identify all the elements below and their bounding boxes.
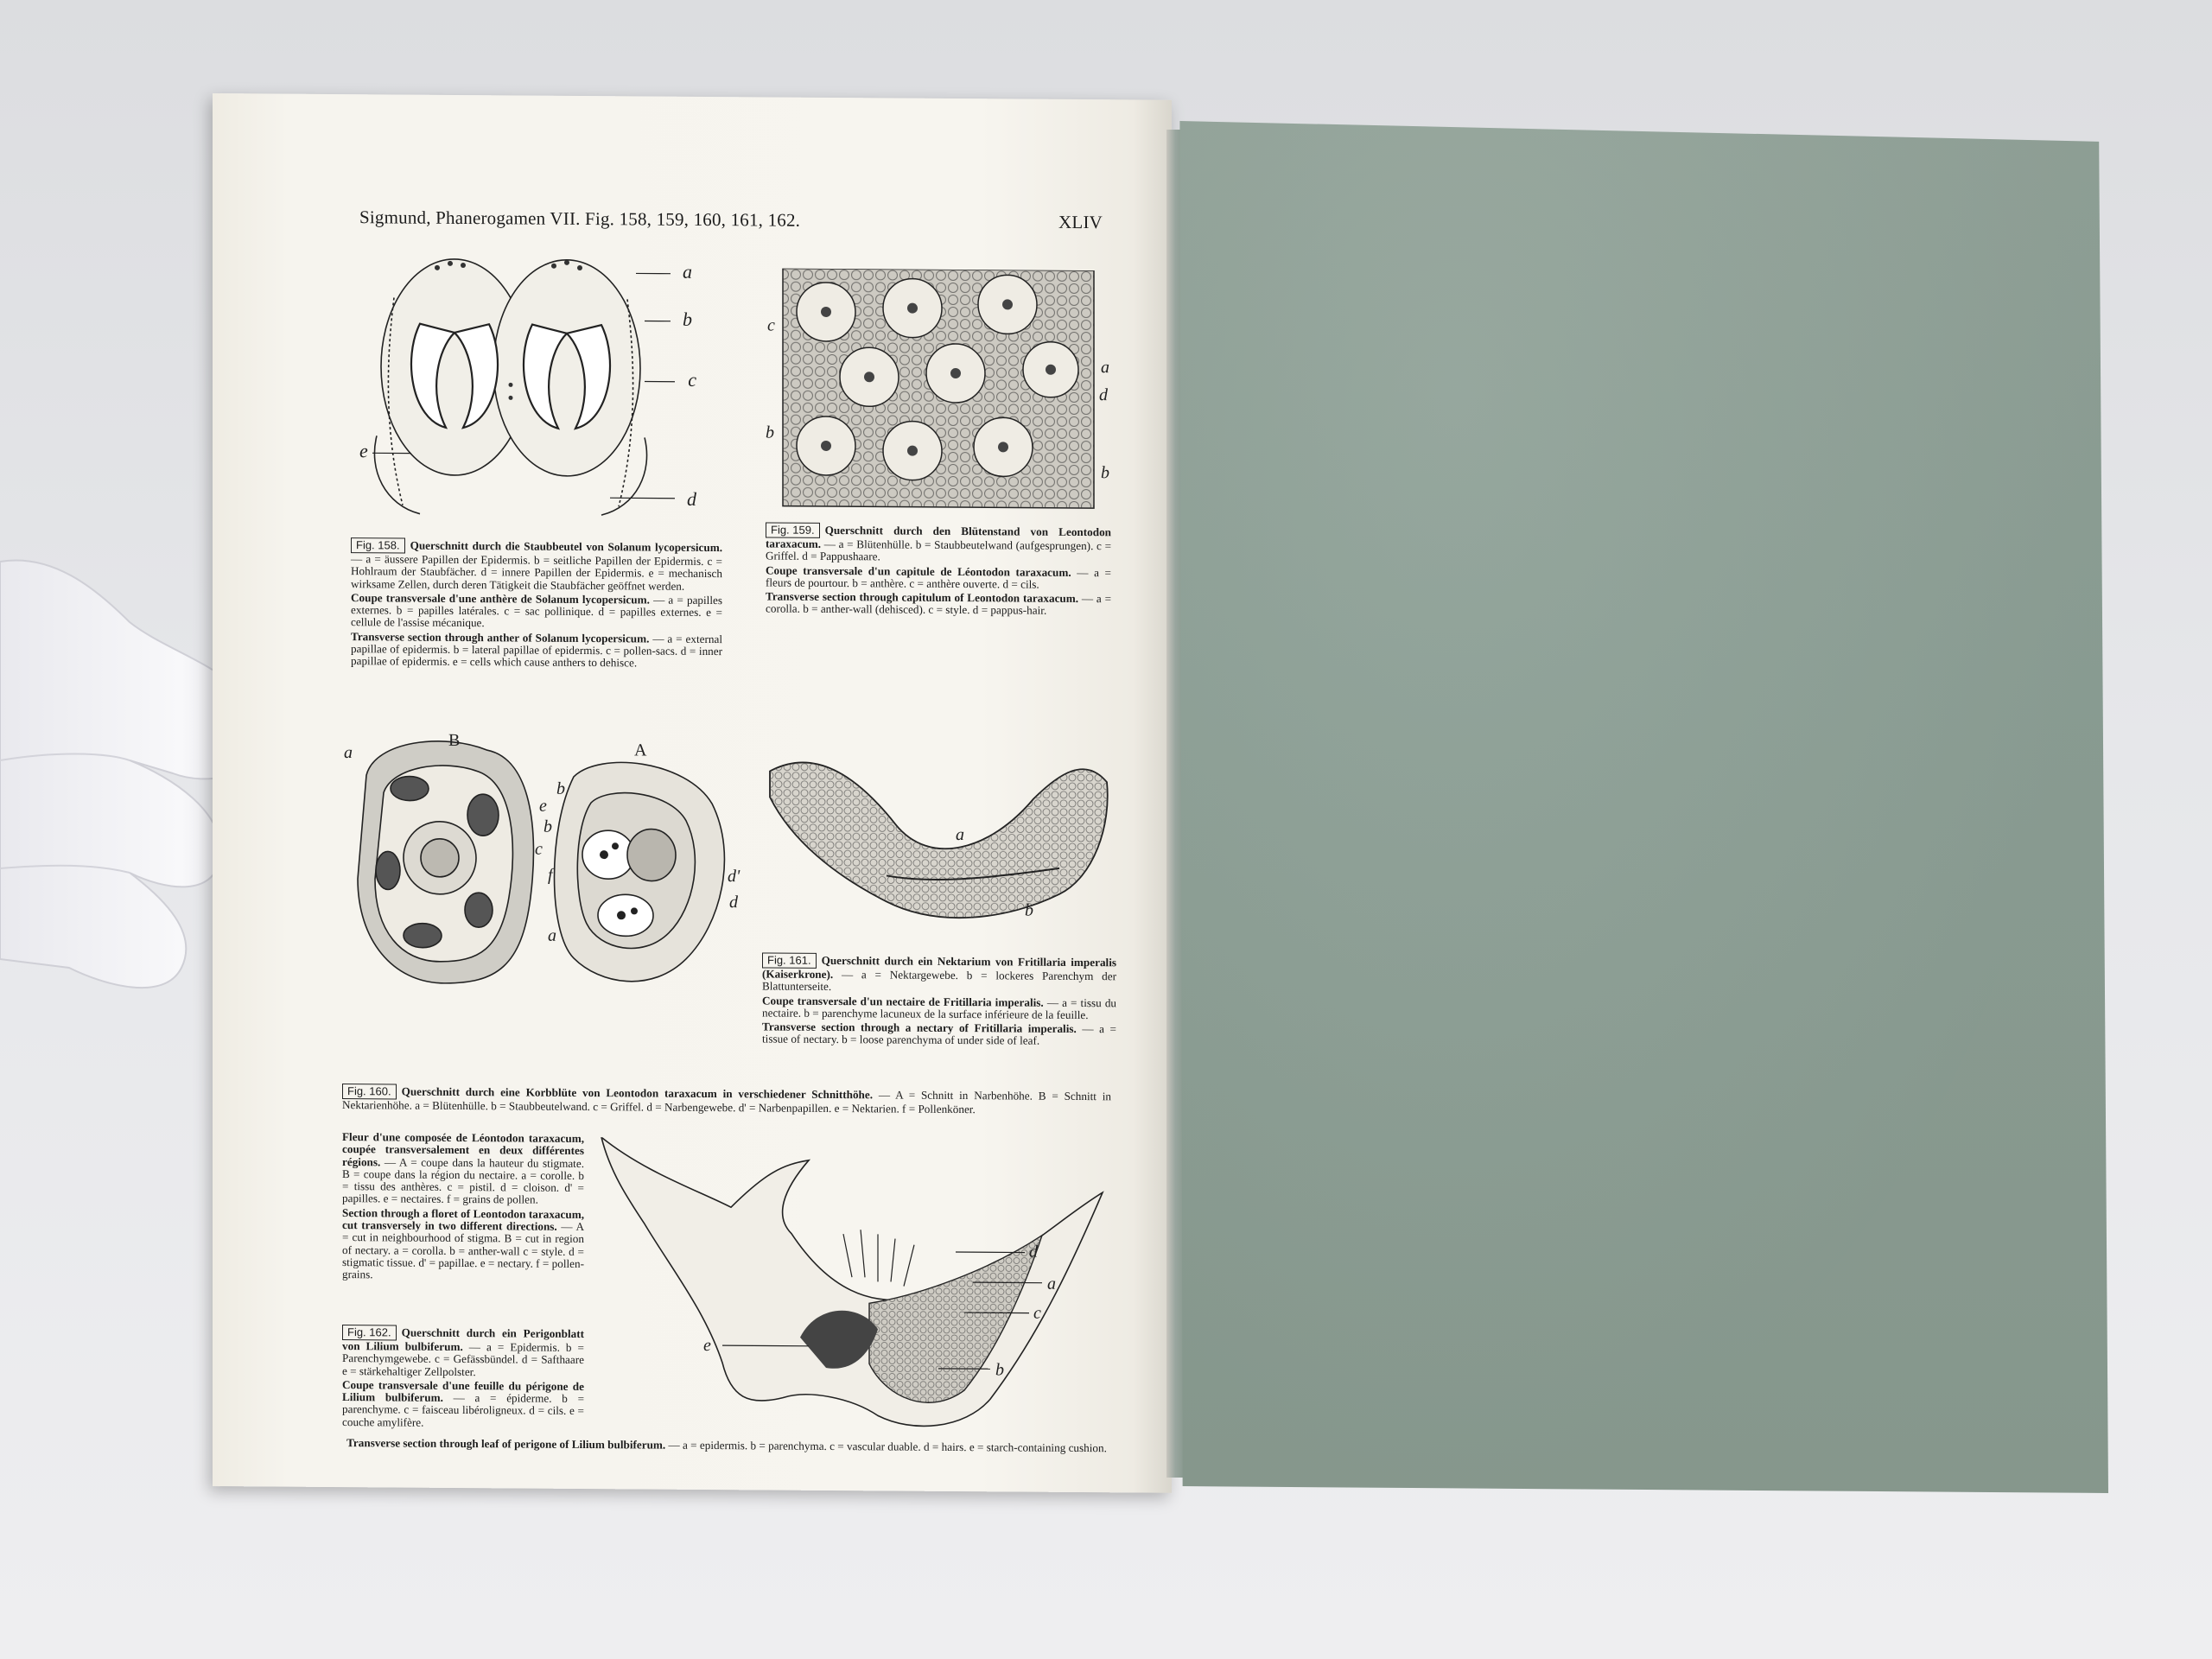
fig159-letter-c: c [767, 315, 775, 335]
fig160-de-body: — A = Schnitt in Narbenhöhe. B = Schnitt in Nektarienhöhe. a = Blütenhülle. b = Staubbeutelwand. c = Griffel. d = Narbengewebe. d' = Narbenpapillen. e = Nektarien. f = Pollenköner. [342, 1088, 1112, 1116]
fig158-letter-b: b [683, 308, 692, 330]
fig159-fr-title: Coupe transversale d'un capitule de Léontodon taraxacum. [766, 563, 1071, 579]
fig159-letter-b-left: b [766, 423, 774, 442]
fig160-fr-body: — A = coupe dans la hauteur du stigmate. B = coupe dans la région du nectaire. a = corolle. b = tissu des anthères. c = pistil. d = cloison. d' = papilles. e = nectaires. f = grains de pollen. [342, 1154, 584, 1207]
fig162-letter-d: d [1029, 1242, 1038, 1262]
fig160-letter-A: A [634, 741, 647, 760]
fig160-letter-b-a: b [556, 779, 565, 798]
fig160-illustration [340, 723, 747, 1089]
fig161-de-body: — a = Nektargewebe. b = lockeres Parenchym der Blattunterseite. [762, 968, 1116, 994]
fig159-illustration [766, 268, 1111, 514]
fig159-letter-d: d [1099, 385, 1108, 405]
fig161-label: Fig. 161. [762, 952, 817, 968]
fig162-de-title: Querschnitt durch ein Perigonblatt von Lilium bulbiferum. [342, 1325, 584, 1354]
fig158-fr-body: — a = papilles externes. b = papilles latérales. c = sac pollinique. d = papilles externes. e = cellule de l'assise mécanique. [351, 593, 722, 630]
fig158-letter-d: d [687, 487, 696, 510]
fig160-letter-c: c [535, 839, 543, 859]
fig161-fr-body: — a = tissu du nectaire. b = parenchyme lacuneux de la surface inférieure de la feuille. [762, 995, 1117, 1021]
fig159-en-title: Transverse section through capitulum of Leontodon taraxacum. [766, 589, 1079, 606]
fig161-en-body: — a = tissue of nectary. b = loose parenchyma of under side of leaf. [762, 1022, 1116, 1048]
fig158-caption [351, 537, 722, 672]
fig158-de-body: — a = äussere Papillen der Epidermis. b = seitliche Papillen der Epidermis. c = Hohlraum der Staubfächer. d = innere Papillen der Epidermis. e = mechanisch wirksame Zellen, durch deren Tätigkeit die Staubfächer geöffnet werden. [351, 552, 722, 593]
fig159-de-title: Querschnitt durch den Blütenstand von Leontodon taraxacum. [766, 523, 1111, 550]
fig160-fr-title: Fleur d'une composée de Léontodon taraxacum, coupée transversalement en deux différentes régions. [342, 1130, 584, 1168]
fig160-letter-d-prime: d' [728, 867, 741, 887]
fig159-en-body: — a = corolla. b = anther-wall (dehisced). c = style. d = pappus-hair. [766, 592, 1112, 618]
running-header [359, 207, 1103, 238]
fig161-illustration [766, 745, 1111, 946]
fig161-letter-a: a [956, 825, 964, 845]
fig159-letter-a: a [1101, 358, 1109, 378]
fig162-illustration [593, 1137, 1111, 1434]
fig162-en-title: Transverse section through leaf of perigone of Lilium bulbiferum. [346, 1436, 666, 1452]
fig160-label: Fig. 160. [342, 1084, 397, 1099]
fig160-letter-f: f [548, 865, 553, 885]
fig162-letter-c: c [1033, 1303, 1041, 1323]
fig162-letter-a: a [1047, 1274, 1056, 1294]
fig158-en-body: — a = external papillae of epidermis. b = lateral papillae of epidermis. c = pollen-sacs. d = inner papillae of epidermis. e = cells which cause anthers to dehisce. [351, 632, 722, 670]
fig162-label: Fig. 162. [342, 1325, 397, 1340]
fig159-letter-b-right: b [1101, 463, 1109, 483]
fig161-fr-title: Coupe transversale d'un nectaire de Fritillaria imperalis. [762, 994, 1044, 1009]
fig162-de-body: — a = Epidermis. b = Parenchymgewebe. c = Gefässbündel. d = Safthaare e = stärkehaltiger Zellpolster. [342, 1340, 584, 1378]
fig160-letter-a: a [548, 925, 556, 945]
fig158-letter-e: e [359, 440, 368, 462]
plate-number: XLIV [1058, 211, 1103, 233]
left-printed-page [213, 93, 1172, 1493]
fig158-letter-c: c [688, 368, 696, 391]
fig161-caption [762, 952, 1116, 1050]
fig159-fr-body: — a = fleurs de pourtour. b = anthère. c = anthère ouverte. d = cils. [766, 565, 1111, 591]
fig159-label: Fig. 159. [766, 522, 820, 537]
fig160-letter-B: B [448, 730, 461, 750]
fig161-de-title: Querschnitt durch ein Nektarium von Fritillaria imperalis (Kaiserkrone). [762, 953, 1116, 982]
fig160-letter-e: e [539, 796, 547, 816]
fig162-fr-body: — a = épiderme. b = parenchyme. c = faisceau libéroligneux. d = cils. e = couche amylifère. [342, 1391, 585, 1429]
fig158-label: Fig. 158. [351, 537, 405, 553]
fig158-letter-a: a [683, 260, 692, 283]
fig159-caption [766, 522, 1111, 620]
fig162-en-caption [342, 1437, 1111, 1457]
fig162-fr-title: Coupe transversale d'une feuille du périgone de Lilium bulbiferum. [342, 1377, 584, 1405]
fig158-en-title: Transverse section through anther of Solanum lycopersicum. [351, 629, 650, 645]
fig161-letter-b: b [1025, 900, 1033, 920]
fig160-letter-d: d [729, 893, 738, 912]
fig162-caption [342, 1325, 584, 1432]
fig160-de-title: Querschnitt durch eine Korbblüte von Leontodon taraxacum in verschiedener Schnitthöhe. [401, 1084, 874, 1102]
fig162-en-body: — a = epidermis. b = parenchyma. c = vascular duable. d = hairs. e = starch-containing cushion. [668, 1438, 1107, 1455]
blank-green-cover [1175, 121, 2108, 1493]
fig160-en-body: — A = cut in neighbourhood of stigma. B = cut in region of nectary. a = corolla. b = anther-wall c = style. d = stigmatic tissue. d' = papillae. e = nectary. f = pollen-grains. [342, 1219, 585, 1281]
fig161-en-title: Transverse section through a nectary of Fritillaria imperalis. [762, 1020, 1077, 1036]
fig162-letter-b: b [995, 1360, 1004, 1380]
fig159-de-body: — a = Blütenhülle. b = Staubbeutelwand (aufgesprungen). c = Griffel. d = Pappushaare. [766, 537, 1112, 563]
fig158-fr-title: Coupe transversale d'une anthère de Solanum lycopersicum. [351, 591, 650, 607]
fig162-letter-e: e [703, 1335, 711, 1356]
fig160-fr-en-caption [342, 1131, 584, 1285]
fig158-de-title: Querschnitt durch die Staubbeutel von Solanum lycopersicum. [410, 538, 722, 555]
fig160-letter-a-top: a [344, 743, 353, 763]
fig160-en-title: Section through a floret of Leontodon taraxacum, cut transversely in two different directions. [342, 1205, 584, 1233]
header-title: Sigmund, Phanerogamen VII. Fig. 158, 159, 160, 161, 162. [359, 207, 801, 231]
fig160-letter-b: b [543, 817, 552, 836]
fig158-illustration [351, 245, 696, 524]
fig160-de-caption [342, 1084, 1111, 1119]
